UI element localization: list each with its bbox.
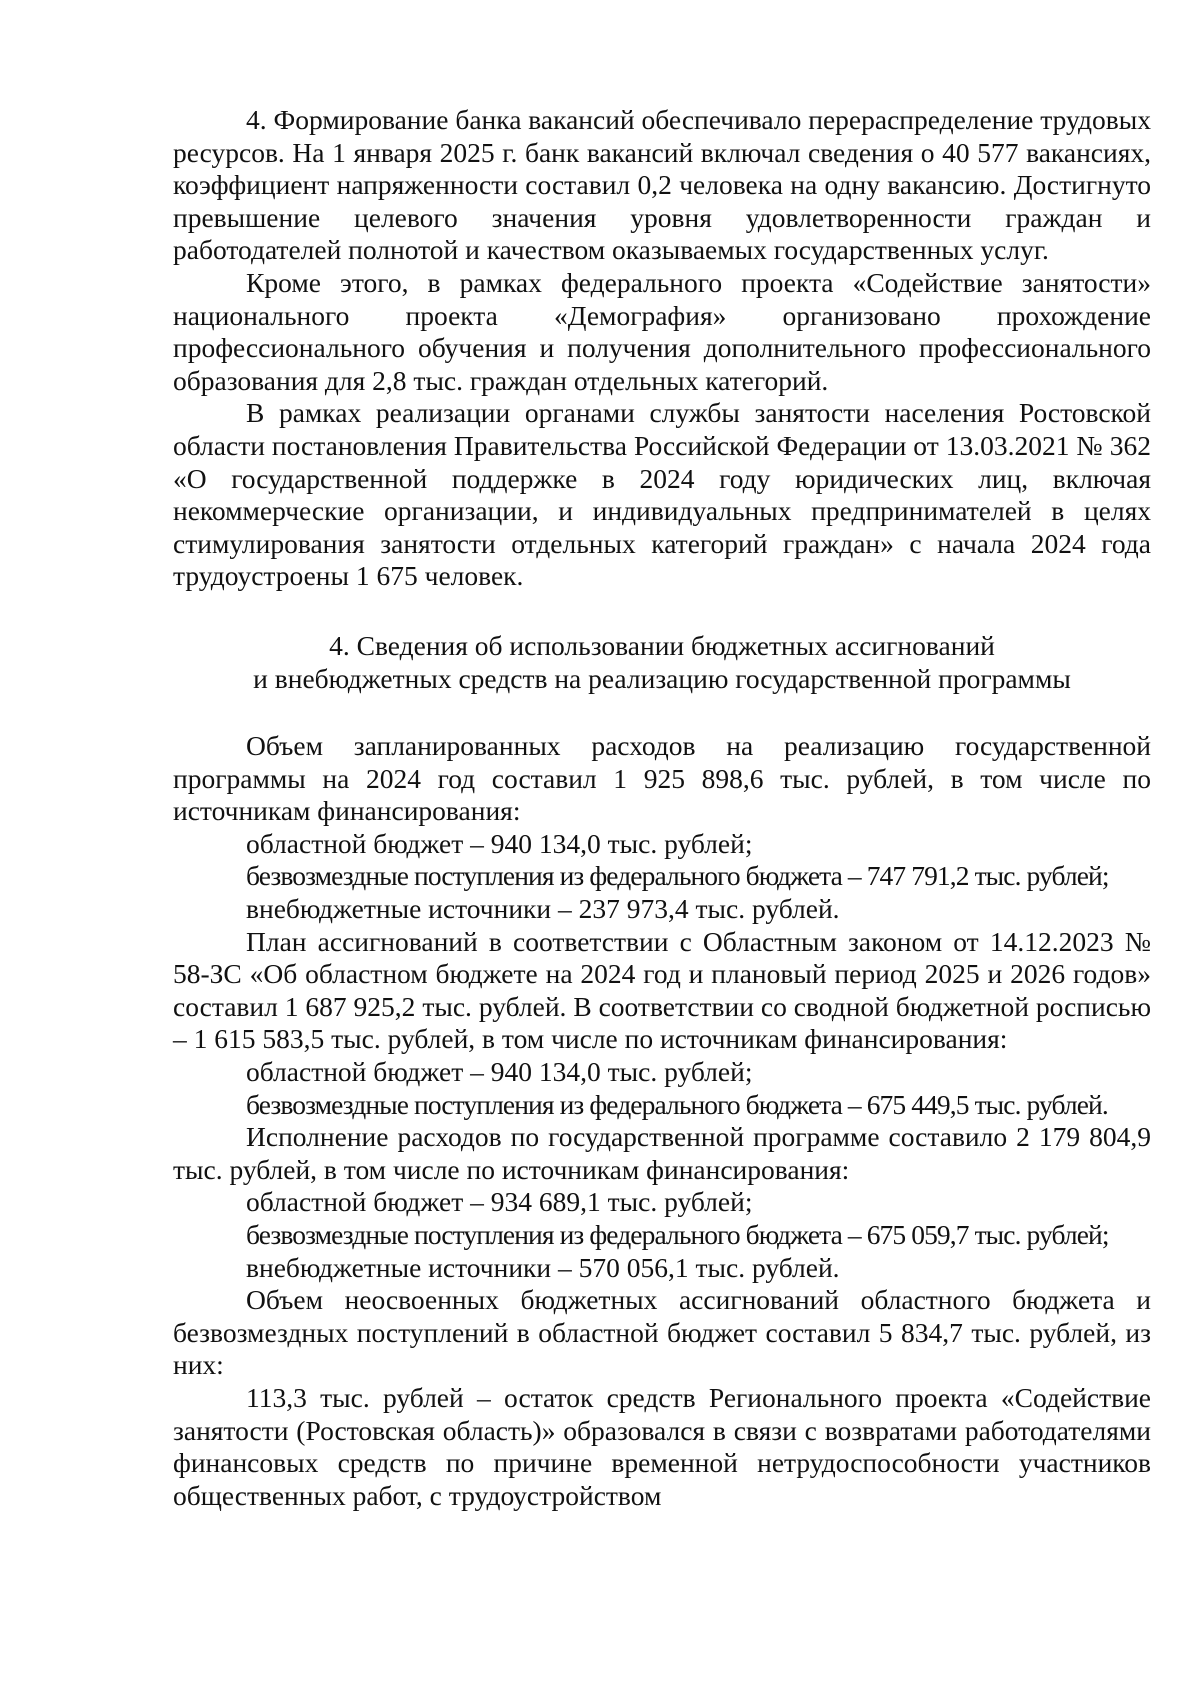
planned-off-budget: внебюджетные источники – 237 973,4 тыс. рублей. bbox=[246, 893, 840, 925]
section-heading-line-1: 4. Сведения об использовании бюджетных ассигнований bbox=[329, 629, 995, 661]
paragraph-unspent-item-1: 113,3 тыс. рублей – остаток средств Регионального проекта «Содействие занятости (Ростовская область)» образовался в связи с возвратами работодателями финансовых средств по причине временной нетрудоспособности участников общественных работ, с трудоустройством bbox=[173, 1381, 1151, 1511]
paragraph-allocation-plan: План ассигнований в соответствии с Областным законом от 14.12.2023 № 58-ЗС «Об областном бюджете на 2024 год и плановый период 2025 и 2026 годов» составил 1 687 925,2 тыс. рублей. В соответствии со сводной бюджетной росписью – 1 615 583,5 тыс. рублей, в том числе по источникам финансирования: bbox=[173, 925, 1151, 1055]
allocation-federal-transfers: безвозмездные поступления из федерального бюджета – 675 449,5 тыс. рублей. bbox=[246, 1088, 1108, 1120]
paragraph-unspent-funds: Объем неосвоенных бюджетных ассигнований областного бюджета и безвозмездных поступлений в областной бюджет составил 5 834,7 тыс. рублей, из них: bbox=[173, 1284, 1151, 1381]
section-heading-line-2: и внебюджетных средств на реализацию государственной программы bbox=[253, 662, 1071, 694]
execution-regional-budget: областной бюджет – 934 689,1 тыс. рублей; bbox=[246, 1186, 753, 1218]
paragraph-vacancy-bank: 4. Формирование банка вакансий обеспечивало перераспределение трудовых ресурсов. На 1 января 2025 г. банк вакансий включал сведения о 40 577 вакансиях, коэффициент напряженности составил 0,2 человека на одну вакансию. Достигнуто превышение целевого значения уровня удовлетворенности граждан и работодателей полнотой и качеством оказываемых государственных услуг. bbox=[173, 104, 1151, 266]
document-page bbox=[173, 104, 1151, 1512]
execution-federal-transfers: безвозмездные поступления из федерального бюджета – 675 059,7 тыс. рублей; bbox=[246, 1219, 1109, 1250]
paragraph-employment-support: В рамках реализации органами службы занятости населения Ростовской области постановления Правительства Российской Федерации от 13.03.2021 № 362 «О государственной поддержке в 2024 году юридических лиц, включая некоммерческие организации, и индивидуальных предпринимателей в целях стимулирования занятости отдельных категорий граждан» с начала 2024 года трудоустроены 1 675 человек. bbox=[173, 397, 1151, 592]
paragraph-planned-expenses: Объем запланированных расходов на реализацию государственной программы на 2024 год составил 1 925 898,6 тыс. рублей, в том числе по источникам финансирования: bbox=[173, 730, 1151, 827]
paragraph-execution: Исполнение расходов по государственной программе составило 2 179 804,9 тыс. рублей, в том числе по источникам финансирования: bbox=[173, 1121, 1151, 1185]
paragraph-training: Кроме этого, в рамках федерального проекта «Содействие занятости» национального проекта «Демография» организовано прохождение профессионального обучения и получения дополнительного профессионального образования для 2,8 тыс. граждан отдельных категорий. bbox=[173, 266, 1151, 396]
execution-off-budget: внебюджетные источники – 570 056,1 тыс. рублей. bbox=[246, 1251, 840, 1283]
planned-regional-budget: областной бюджет – 940 134,0 тыс. рублей; bbox=[246, 827, 753, 859]
allocation-regional-budget: областной бюджет – 940 134,0 тыс. рублей; bbox=[246, 1056, 753, 1088]
planned-federal-transfers: безвозмездные поступления из федерального бюджета – 747 791,2 тыс. рублей; bbox=[246, 860, 1109, 892]
